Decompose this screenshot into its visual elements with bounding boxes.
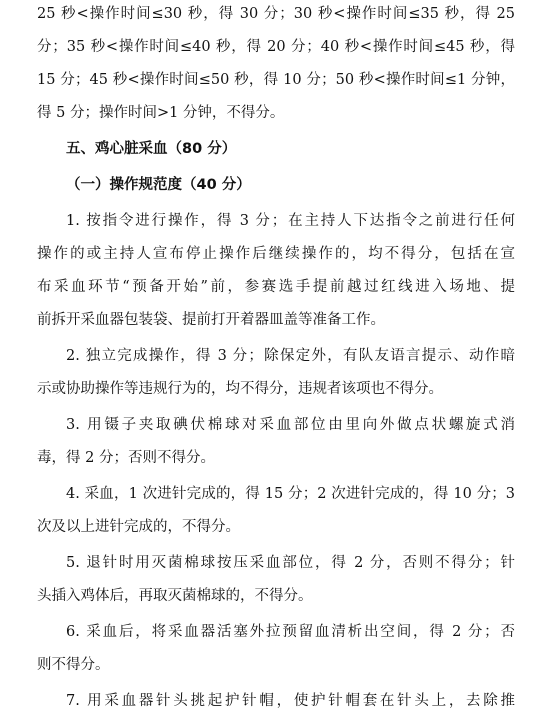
text-line: 则不得分。: [37, 657, 110, 673]
text-line: 2. 独立完成操作，得 3 分；除保定外，有队友语言提示、动作暗: [66, 348, 515, 364]
subsection-heading: （一）操作规范度（40 分）: [66, 177, 251, 193]
text-line: 次及以上进针完成的，不得分。: [37, 519, 240, 535]
text-line: 4. 采血，1 次进针完成的，得 15 分；2 次进针完成的，得 10 分；3: [66, 486, 515, 502]
text-line: 15 分；45 秒<操作时间≤50 秒，得 10 分；50 秒<操作时间≤1 分钟，: [37, 72, 515, 88]
text-line: 头插入鸡体后，再取灭菌棉球的，不得分。: [37, 588, 313, 604]
text-line: 操作的或主持人宣布停止操作后继续操作的，均不得分，包括在宣: [37, 246, 515, 262]
text-line: 1. 按指令进行操作，得 3 分；在主持人下达指令之前进行任何: [66, 213, 515, 229]
text-line: 5. 退针时用灭菌棉球按压采血部位，得 2 分，否则不得分；针: [66, 555, 515, 571]
text-line: 3. 用镊子夹取碘伏棉球对采血部位由里向外做点状螺旋式消: [66, 417, 515, 433]
text-line: 7. 用采血器针头挑起护针帽，使护针帽套在针头上，去除推: [66, 693, 515, 709]
text-line: 得 5 分；操作时间>1 分钟，不得分。: [37, 105, 285, 121]
text-line: 前拆开采血器包装袋、提前打开着器皿盖等准备工作。: [37, 312, 385, 328]
text-line: 6. 采血后，将采血器活塞外拉预留血清析出空间，得 2 分；否: [66, 624, 515, 640]
text-line: 示或协助操作等违规行为的，均不得分，违规者该项也不得分。: [37, 381, 443, 397]
section-heading: 五、鸡心脏采血（80 分）: [66, 141, 237, 157]
text-line: 布采血环节“预备开始”前，参赛选手提前越过红线进入场地、提: [37, 279, 515, 295]
text-line: 毒，得 2 分；否则不得分。: [37, 450, 215, 466]
text-line: 分；35 秒<操作时间≤40 秒，得 20 分；40 秒<操作时间≤45 秒，得: [37, 39, 515, 55]
text-line: 25 秒<操作时间≤30 秒，得 30 分；30 秒<操作时间≤35 秒，得 25: [37, 6, 515, 22]
